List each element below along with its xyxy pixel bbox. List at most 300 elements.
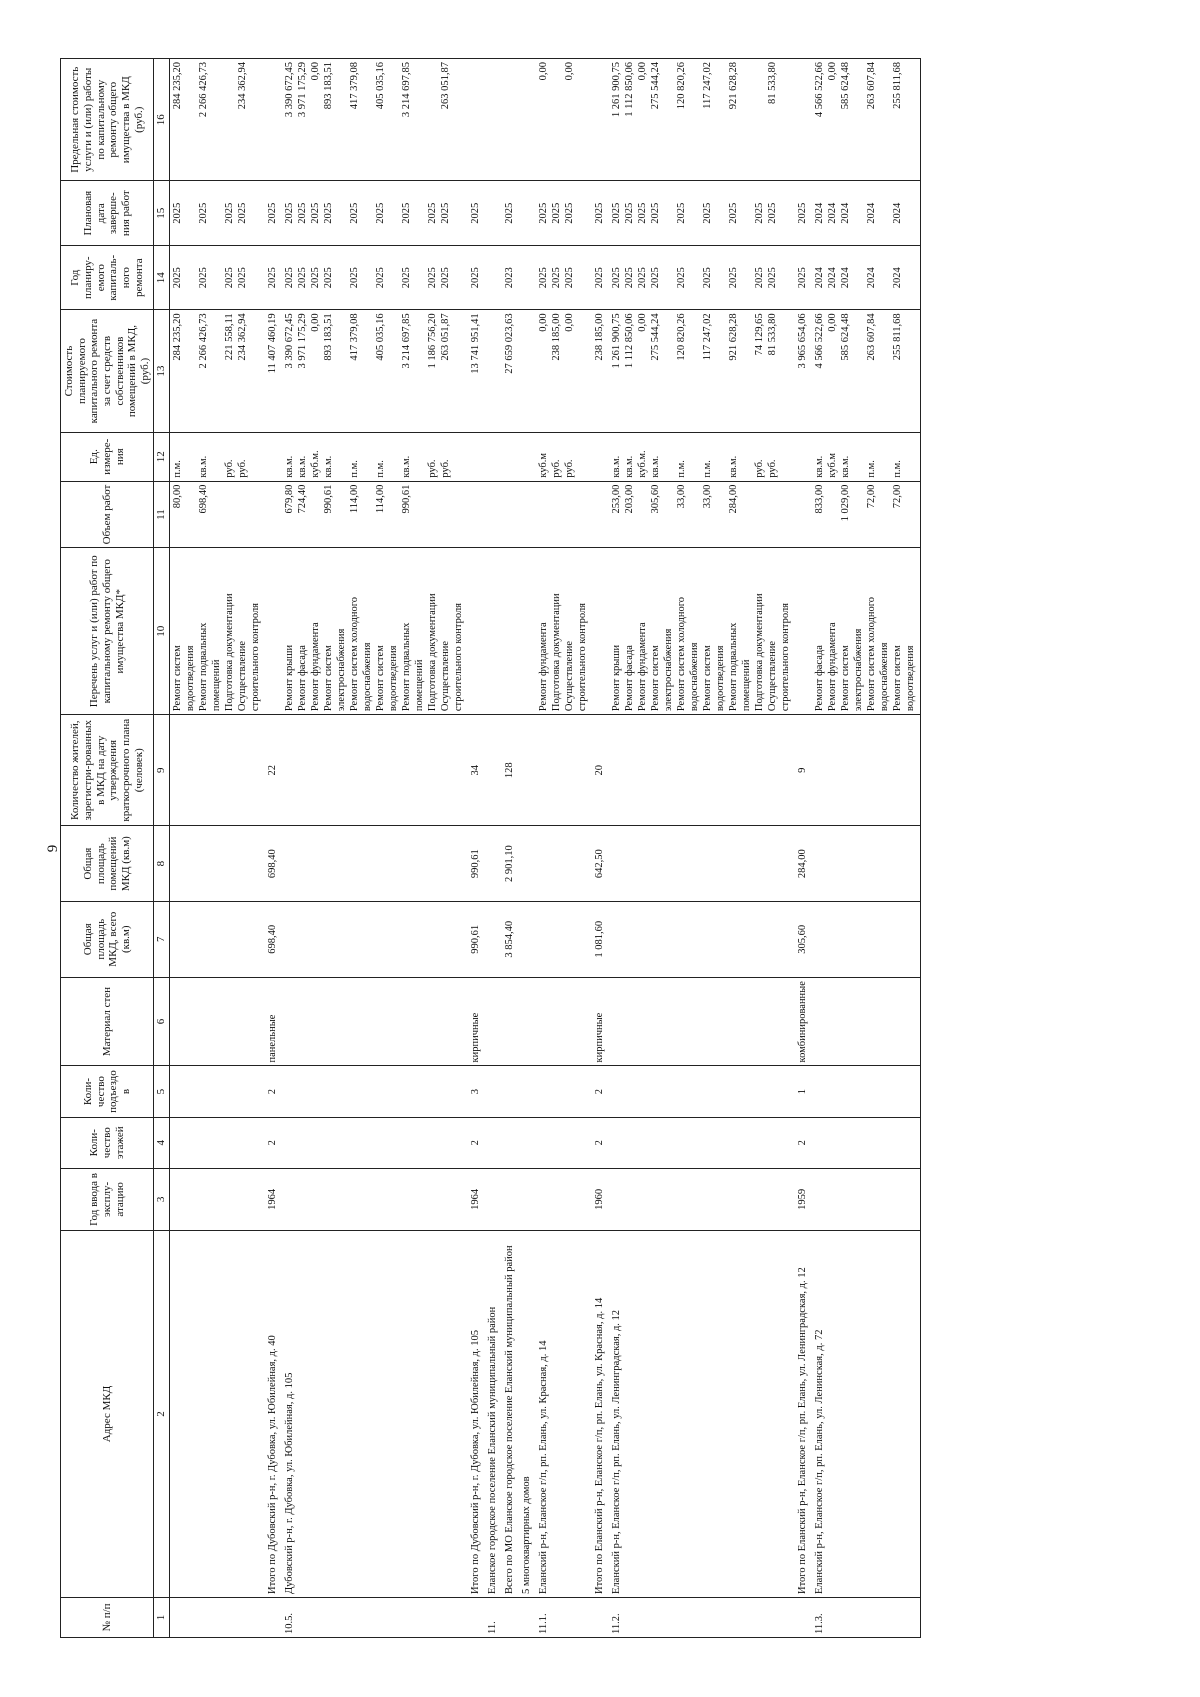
cell-col-6	[536, 977, 592, 1066]
cell-line: 2025	[440, 202, 452, 224]
cell-line: кв.м.	[198, 455, 210, 478]
cell-line: 120 820,26	[676, 313, 688, 361]
cell-line: 255 811,68	[892, 62, 904, 109]
cell-line: 2025	[224, 202, 236, 224]
cell-line: водоотведения	[185, 645, 197, 712]
cell-col-15	[536, 181, 592, 245]
cell-line: Ремонт систем холодного	[866, 596, 878, 712]
cell-line	[797, 62, 810, 177]
cell-line: кв.м.	[611, 455, 623, 478]
cell-line: 585 624,48	[840, 62, 852, 110]
cell-line: руб.	[754, 459, 766, 478]
cell-col-13	[536, 310, 592, 432]
cell-col-15	[265, 181, 282, 245]
cell-col-7: 3 854,40	[502, 901, 519, 977]
cell-line	[470, 551, 483, 711]
cell-line: Ремонт фасада	[624, 645, 636, 712]
cell-col-10	[170, 548, 266, 715]
cell-line: 11 407 460,19	[267, 313, 279, 374]
cell-line: куб.м.	[637, 450, 649, 478]
cell-line: 1 029,00	[840, 484, 852, 522]
cell-line	[663, 62, 676, 177]
cell-line	[414, 313, 427, 428]
cell-line: 2025	[427, 267, 439, 289]
cell-col-11	[609, 481, 795, 548]
cell-line	[414, 436, 427, 478]
cell-col-15	[468, 181, 485, 245]
cell-line: 2024	[827, 202, 839, 224]
column-header: № п/п	[61, 1597, 154, 1637]
cell-col-7	[282, 901, 468, 977]
cell-line	[453, 313, 466, 428]
cell-col-14	[170, 245, 266, 309]
cell-line	[504, 62, 517, 177]
cell-line	[453, 62, 466, 177]
cell-line: помещений	[414, 659, 426, 712]
cell-line	[594, 485, 607, 545]
cell-col-5	[519, 1066, 536, 1117]
cell-line	[414, 249, 427, 306]
cell-line: Ремонт фундамента	[538, 622, 550, 712]
table-body	[170, 59, 921, 1638]
cell-line: 2025	[637, 267, 649, 289]
cell-line: кв.м.	[297, 455, 309, 478]
cell-line: Подготовка документации	[427, 593, 439, 712]
cell-line: 2025	[172, 267, 184, 289]
cell-line	[388, 485, 401, 545]
cell-line: 81 533,80	[767, 313, 779, 356]
cell-col-16	[536, 59, 592, 181]
cell-col-15	[485, 181, 502, 245]
cell-col-1	[170, 1597, 266, 1637]
cell-line: 2025	[637, 202, 649, 224]
cell-line: 0,00	[637, 62, 649, 81]
cell-line	[594, 551, 607, 711]
cell-line: 80,00	[172, 484, 184, 509]
cell-line	[521, 184, 534, 241]
cell-line	[440, 485, 453, 545]
cell-col-7: 305,60	[795, 901, 812, 977]
cell-line: 405 035,16	[375, 62, 387, 110]
cell-line	[780, 62, 793, 177]
cell-line: Ремонт систем	[172, 645, 184, 712]
cell-line	[715, 249, 728, 306]
cell-line: 1 186 756,20	[427, 313, 439, 369]
cell-line: 81 533,80	[767, 62, 779, 104]
cell-line	[521, 436, 534, 478]
cell-line: 275 544,24	[650, 313, 662, 361]
cell-line	[414, 62, 427, 177]
cell-col-1	[265, 1597, 282, 1637]
cell-line	[879, 184, 892, 241]
cell-line	[715, 62, 728, 177]
cell-col-10	[592, 548, 609, 715]
cell-line	[741, 485, 754, 545]
cell-line	[780, 485, 793, 545]
column-number: 1	[154, 1597, 170, 1637]
cell-line	[185, 62, 198, 177]
cell-col-4	[282, 1117, 468, 1168]
cell-line: 2024	[866, 267, 878, 289]
cell-line: 117 247,02	[702, 62, 714, 109]
cell-col-12	[609, 432, 795, 481]
cell-line: 2025	[538, 202, 550, 224]
cell-line	[551, 62, 564, 177]
table-row	[265, 59, 282, 1638]
cell-col-2: 5 многоквартирных домов	[519, 1231, 536, 1598]
column-number: 3	[154, 1168, 170, 1230]
cell-line	[741, 249, 754, 306]
cell-line	[487, 62, 500, 177]
cell-line: 2025	[310, 202, 322, 224]
cell-line: Ремонт систем	[650, 645, 662, 712]
cell-line	[577, 249, 590, 306]
cell-line: Ремонт систем	[892, 645, 904, 712]
cell-col-3	[519, 1168, 536, 1230]
cell-line	[470, 485, 483, 545]
cell-col-16	[170, 59, 266, 181]
cell-col-12	[265, 432, 282, 481]
cell-col-10	[519, 548, 536, 715]
cell-col-11	[536, 481, 592, 548]
cell-col-3	[609, 1168, 795, 1230]
cell-col-11	[485, 481, 502, 548]
cell-line: 2024	[840, 202, 852, 224]
cell-line: 33,00	[676, 484, 688, 509]
cell-col-11	[282, 481, 468, 548]
cell-line	[414, 184, 427, 241]
column-number: 13	[154, 310, 170, 432]
cell-line	[362, 313, 375, 428]
cell-line	[487, 313, 500, 428]
cell-col-14	[592, 245, 609, 309]
cell-line: 0,00	[310, 313, 322, 332]
cell-line: 893 183,51	[323, 62, 335, 110]
cell-line: п.м.	[866, 460, 878, 478]
cell-line	[224, 485, 237, 545]
cell-line: 33,00	[702, 484, 714, 509]
cell-line	[754, 485, 767, 545]
cell-line	[521, 249, 534, 306]
cell-col-7: 1 081,60	[592, 901, 609, 977]
cell-line: 263 607,84	[866, 62, 878, 110]
cell-line: Ремонт систем холодного	[676, 596, 688, 712]
cell-line: 2025	[470, 267, 482, 289]
cell-line: помещений	[741, 659, 753, 712]
column-header: Адрес МКД	[61, 1231, 154, 1598]
cell-line	[362, 485, 375, 545]
cell-line: Осуществление	[440, 640, 452, 712]
cell-col-9	[609, 715, 795, 826]
cell-col-9	[170, 715, 266, 826]
cell-col-12	[282, 432, 468, 481]
cell-col-7	[170, 901, 266, 977]
cell-col-11	[170, 481, 266, 548]
cell-col-5	[609, 1066, 795, 1117]
cell-line: Ремонт систем	[840, 645, 852, 712]
cell-line: 405 035,16	[375, 313, 387, 361]
cell-col-1: 10.5.	[282, 1597, 468, 1637]
cell-line	[594, 436, 607, 478]
cell-line: Ремонт систем холодного	[349, 596, 361, 712]
cell-col-10	[282, 548, 468, 715]
cell-line	[310, 485, 323, 545]
cell-line	[780, 249, 793, 306]
cell-col-6: панельные	[265, 977, 282, 1066]
cell-col-16	[795, 59, 812, 181]
cell-line: 2025	[767, 267, 779, 289]
cell-col-12	[795, 432, 812, 481]
cell-col-4	[485, 1117, 502, 1168]
cell-line: 2025	[172, 202, 184, 224]
cell-col-1	[519, 1597, 536, 1637]
cell-col-6	[170, 977, 266, 1066]
cell-col-12	[592, 432, 609, 481]
cell-line: 417 379,08	[349, 313, 361, 361]
cell-line	[521, 485, 534, 545]
page-number: 9	[45, 844, 61, 853]
cell-col-8	[170, 826, 266, 902]
cell-line	[250, 249, 263, 306]
cell-line	[250, 436, 263, 478]
cell-line: 2025	[297, 267, 309, 289]
cell-col-9: 20	[592, 715, 609, 826]
cell-col-4: 2	[265, 1117, 282, 1168]
cell-line: водоснабжения	[879, 642, 891, 712]
cell-line: Ремонт подвальных	[401, 622, 413, 712]
cell-line	[388, 436, 401, 478]
cell-col-10	[502, 548, 519, 715]
cell-line: руб.	[237, 459, 249, 478]
cell-line: 120 820,26	[676, 62, 688, 110]
cell-line: 275 544,24	[650, 62, 662, 110]
cell-col-8: 284,00	[795, 826, 812, 902]
cell-col-9: 9	[795, 715, 812, 826]
cell-line	[689, 62, 702, 177]
cell-line: кв.м.	[728, 455, 740, 478]
cell-line: 2024	[892, 267, 904, 289]
cell-line: 284,00	[728, 484, 740, 514]
cell-line: 72,00	[892, 484, 904, 509]
cell-col-4	[519, 1117, 536, 1168]
cell-col-13	[609, 310, 795, 432]
cell-line: руб.	[767, 459, 779, 478]
column-header: Количество жителей, зарегистри-рованных в МКД на дату утверждения краткосрочного плана (человек)	[61, 715, 154, 826]
cell-col-7: 698,40	[265, 901, 282, 977]
cell-line: 833,00	[814, 484, 826, 514]
cell-line: Ремонт фундамента	[827, 622, 839, 712]
cell-line	[577, 62, 590, 177]
cell-line	[905, 436, 918, 478]
cell-line: 74 129,65	[754, 313, 766, 356]
cell-line	[336, 184, 349, 241]
cell-col-11	[795, 481, 812, 548]
cell-line	[453, 436, 466, 478]
cell-col-8	[812, 826, 921, 902]
cell-line	[521, 551, 534, 711]
cell-col-16	[485, 59, 502, 181]
table-row	[795, 59, 812, 1638]
column-header: Перечень услуг и (или) работ по капитальному ремонту общего имущества МКД*	[61, 548, 154, 715]
cell-col-3: 1964	[265, 1168, 282, 1230]
cell-line	[362, 184, 375, 241]
cell-line: 2 266 426,73	[198, 313, 210, 369]
cell-col-2: Итого по Еланский р-н, Еланское г/п, рп. Елань, ул. Ленинградская, д. 12	[795, 1231, 812, 1598]
cell-line	[250, 184, 263, 241]
cell-line	[663, 436, 676, 478]
cell-line: 2025	[650, 267, 662, 289]
cell-line: 0,00	[538, 62, 550, 81]
cell-line	[211, 62, 224, 177]
cell-line	[905, 313, 918, 428]
cell-line: 2025	[237, 202, 249, 224]
cell-line: Подготовка документации	[224, 593, 236, 712]
cell-line: 238 185,00	[594, 313, 606, 361]
cell-line	[185, 313, 198, 428]
cell-line	[741, 436, 754, 478]
cell-line	[211, 184, 224, 241]
cell-line: 1 112 850,06	[624, 313, 636, 369]
cell-line: кв.м.	[840, 455, 852, 478]
cell-line: 2025	[427, 202, 439, 224]
cell-line: электроснабжения	[853, 628, 865, 712]
cell-col-5	[812, 1066, 921, 1117]
cell-line	[715, 184, 728, 241]
cell-line: водоотведения	[715, 645, 727, 712]
cell-line: 2025	[198, 267, 210, 289]
column-number: 10	[154, 548, 170, 715]
cell-line	[689, 184, 702, 241]
cell-line: 3 390 672,45	[284, 313, 296, 369]
table-row	[519, 59, 536, 1638]
cell-col-16	[282, 59, 468, 181]
cell-line	[853, 184, 866, 241]
table-row	[502, 59, 519, 1638]
cell-col-12	[519, 432, 536, 481]
cell-line: Ремонт фасада	[814, 645, 826, 712]
cell-line: п.м.	[172, 460, 184, 478]
cell-line: 305,60	[650, 484, 662, 514]
cell-line: 2025	[551, 267, 563, 289]
cell-line: Ремонт подвальных	[728, 622, 740, 712]
cell-col-5: 3	[468, 1066, 485, 1117]
column-number: 6	[154, 977, 170, 1066]
cell-col-8: 698,40	[265, 826, 282, 902]
cell-line: 2025	[564, 267, 576, 289]
cell-line: 2025	[198, 202, 210, 224]
cell-line: п.м.	[892, 460, 904, 478]
cell-line: 0,00	[827, 313, 839, 332]
cell-line: 2025	[676, 202, 688, 224]
cell-line: 2025	[594, 202, 606, 224]
cell-col-13	[170, 310, 266, 432]
cell-col-9: 128	[502, 715, 519, 826]
cell-line: кв.м.	[284, 455, 296, 478]
cell-line: 263 051,87	[440, 62, 452, 110]
cell-line: строительного контроля	[250, 602, 262, 712]
cell-line	[551, 485, 564, 545]
cell-line: 2025	[624, 202, 636, 224]
cell-line: 679,80	[284, 484, 296, 514]
cell-line	[577, 184, 590, 241]
cell-line	[470, 436, 483, 478]
cell-line: Ремонт фундамента	[637, 622, 649, 712]
cell-line: 114,00	[375, 484, 387, 514]
cell-line: 2025	[650, 202, 662, 224]
cell-col-7	[812, 901, 921, 977]
cell-col-16	[609, 59, 795, 181]
cell-line: 2024	[866, 202, 878, 224]
cell-col-12	[812, 432, 921, 481]
cell-line: 284 235,20	[172, 313, 184, 361]
cell-line	[185, 184, 198, 241]
cell-col-14	[536, 245, 592, 309]
cell-line: 4 566 522,66	[814, 313, 826, 369]
cell-col-16	[519, 59, 536, 181]
cell-line	[521, 62, 534, 177]
cell-line: 2025	[401, 267, 413, 289]
cell-line: Осуществление	[564, 640, 576, 712]
cell-col-3	[502, 1168, 519, 1230]
cell-line	[564, 485, 577, 545]
cell-line: 585 624,48	[840, 313, 852, 361]
cell-line: куб.м	[538, 452, 550, 478]
cell-line: 2024	[892, 202, 904, 224]
header-row	[61, 59, 154, 1638]
cell-line	[362, 436, 375, 478]
cell-line: кв.м.	[401, 455, 413, 478]
column-number-row	[154, 59, 170, 1638]
cell-line	[237, 485, 250, 545]
cell-col-7	[519, 901, 536, 977]
cell-line: 3 390 672,45	[284, 62, 296, 118]
cell-line: 2025	[611, 202, 623, 224]
table-row	[592, 59, 609, 1638]
cell-col-4	[502, 1117, 519, 1168]
cell-col-15	[502, 181, 519, 245]
cell-col-9: 22	[265, 715, 282, 826]
cell-col-3	[536, 1168, 592, 1230]
cell-col-2: Еланский р-н, Еланское г/п, рп. Елань, ул. Красная, д. 14	[536, 1231, 592, 1598]
cell-line	[521, 313, 534, 428]
cell-line: куб.м.	[310, 450, 322, 478]
cell-line: 2025	[375, 202, 387, 224]
cell-col-14	[265, 245, 282, 309]
cell-line: Ремонт крыши	[611, 644, 623, 712]
cell-line	[487, 436, 500, 478]
column-number: 2	[154, 1231, 170, 1598]
cell-line: 2025	[284, 267, 296, 289]
cell-col-10	[485, 548, 502, 715]
cell-line	[427, 62, 440, 177]
cell-line: 234 362,94	[237, 62, 249, 110]
cell-line: электроснабжения	[663, 628, 675, 712]
cell-col-13	[812, 310, 921, 432]
cell-line: руб.	[440, 459, 452, 478]
cell-line	[879, 62, 892, 177]
cell-col-4: 2	[592, 1117, 609, 1168]
cell-line: 2025	[310, 267, 322, 289]
column-header: Общая площадь МКД, всего (кв.м)	[61, 901, 154, 977]
cell-line: 2024	[814, 202, 826, 224]
cell-line: 2025	[375, 267, 387, 289]
cell-col-12	[502, 432, 519, 481]
cell-line	[487, 184, 500, 241]
cell-line	[504, 436, 517, 478]
column-number: 16	[154, 59, 170, 181]
cell-line	[267, 62, 280, 177]
cell-col-6: комбинированные	[795, 977, 812, 1066]
